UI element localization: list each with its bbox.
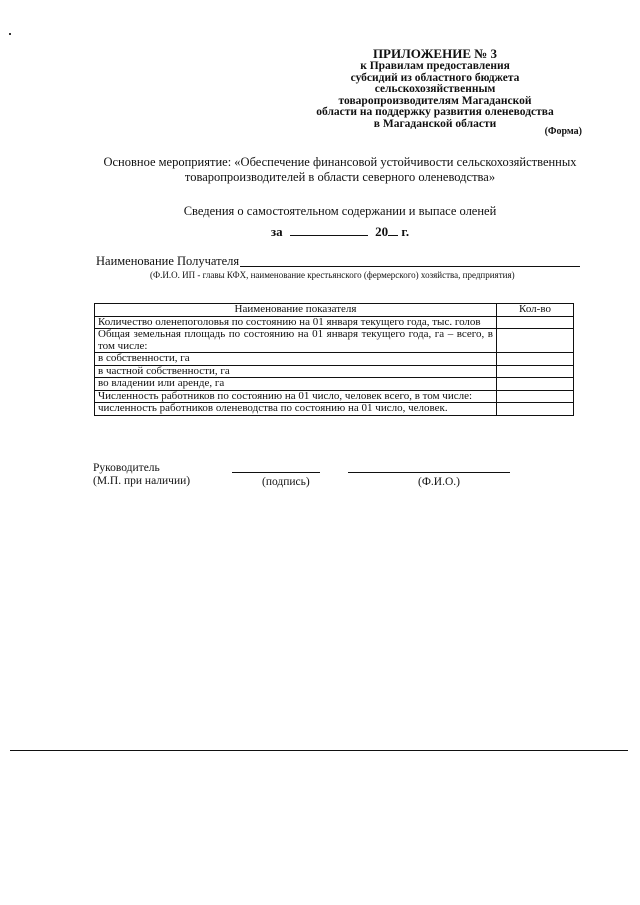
table-row [95, 353, 574, 366]
appendix-line: области на поддержку развития оленеводства [316, 106, 554, 118]
signature-caption: (подпись) [262, 476, 310, 488]
recipient-label: Наименование Получателя [96, 254, 240, 268]
stamp-note: (М.П. при наличии) [93, 475, 191, 487]
indicators-table [94, 303, 574, 416]
appendix-line: к Правилам предоставления [360, 60, 510, 72]
page-bottom-rule [10, 750, 628, 751]
appendix-line: субсидий из областного бюджета [350, 71, 520, 84]
indicator-name: Численность работников по состоянию на 01 число, человек всего, в том числе: [95, 390, 497, 403]
indicator-name: Общая земельная площадь по состоянию на 01 января текущего года, га – всего, в том числе: [95, 329, 497, 353]
indicator-name: в собственности, га [95, 353, 497, 366]
quantity-cell[interactable] [497, 353, 574, 366]
main-measure [80, 155, 600, 185]
quantity-cell[interactable] [497, 403, 574, 416]
header-indicator-name: Наименование показателя [95, 304, 497, 317]
table-row [95, 378, 574, 391]
signature-block [93, 462, 190, 488]
period-year-prefix: 20 [375, 224, 389, 239]
signature-line[interactable] [232, 472, 320, 473]
appendix-line: в Магаданской области [373, 117, 497, 130]
table-row [95, 316, 574, 329]
period-prefix: за [270, 224, 283, 239]
period-year-blank[interactable] [388, 224, 398, 236]
main-measure-line: товаропроизводителей в области северного оленеводства» [184, 170, 496, 184]
quantity-cell[interactable] [497, 390, 574, 403]
period-blank-field[interactable] [290, 224, 368, 236]
quantity-cell[interactable] [497, 365, 574, 378]
table-row [95, 403, 574, 416]
fio-caption: (Ф.И.О.) [418, 476, 460, 488]
appendix-title: ПРИЛОЖЕНИЕ № 3 [372, 46, 498, 61]
table-header-row [95, 304, 574, 317]
quantity-cell[interactable] [497, 316, 574, 329]
indicator-name: численность работников оленеводства по состоянию на 01 число, человек. [95, 403, 497, 416]
appendix-line: сельскохозяйственным [374, 83, 496, 95]
main-measure-line: Основное мероприятие: «Обеспечение финансовой устойчивости сельскохозяйственных [103, 155, 577, 169]
header-quantity: Кол-во [497, 304, 574, 317]
form-label: (Форма) [544, 126, 582, 137]
quantity-cell[interactable] [497, 378, 574, 391]
scan-dot-mark [9, 33, 11, 35]
recipient-hint: (Ф.И.О. ИП - главы КФХ, наименование крестьянского (фермерского) хозяйства, предприятия) [150, 270, 515, 280]
recipient-input-line[interactable] [240, 266, 580, 267]
indicator-name: во владении или аренде, га [95, 378, 497, 391]
reporting-period [80, 224, 600, 240]
indicator-name: в частной собственности, га [95, 365, 497, 378]
fio-line[interactable] [348, 472, 510, 473]
indicator-name: Количество оленепоголовья по состоянию на 01 января текущего года, тыс. голов [95, 316, 497, 329]
period-suffix: г. [401, 224, 410, 239]
appendix-header [290, 46, 580, 130]
info-title: Сведения о самостоятельном содержании и выпасе оленей [183, 204, 497, 218]
table-row [95, 329, 574, 353]
appendix-line: товаропроизводителям Магаданской [338, 94, 532, 107]
table-row [95, 365, 574, 378]
table-row [95, 390, 574, 403]
quantity-cell[interactable] [497, 329, 574, 353]
head-label: Руководитель [93, 462, 160, 474]
